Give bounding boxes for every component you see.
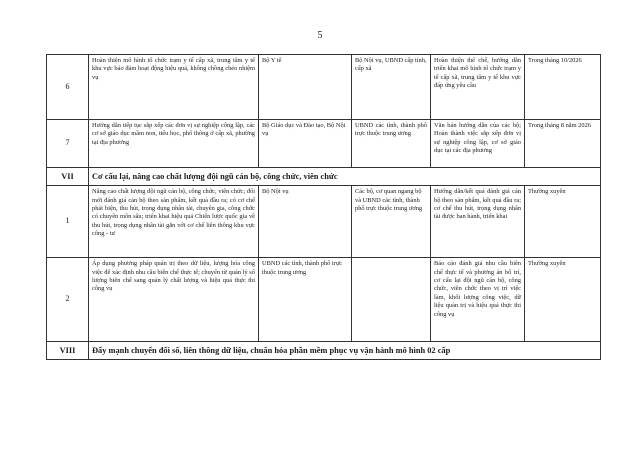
row-number: 6 <box>47 55 89 120</box>
deadline-cell: Thường xuyên <box>525 186 601 258</box>
deadline-cell: Trong tháng 10/2026 <box>525 55 601 120</box>
task-cell: Nâng cao chất lượng đội ngũ cán bộ, công chức, viên chức; đổi mới đánh giá cán bộ theo sản phẩm, kết quả đầu ra; có cơ chế phát hiện, thu hút, trọng dụng nhân tài, chuyên gia, công chức có chuyên môn sâu; triển khai hiệu quả Chiến lược quốc gia về thu hút, trọng dụng nhân tài gắn với cơ chế liên thông khu vực công - tư <box>89 186 259 258</box>
product-cell: Văn bản hướng dẫn của các bộ; Hoàn thành việc sắp xếp đơn vị sự nghiệp công lập, cơ sở giáo dục tại các địa phương <box>431 120 525 168</box>
section-title: Cơ cấu lại, nâng cao chất lượng đội ngũ cán bộ, công chức, viên chức <box>89 168 601 186</box>
coop-agency-cell <box>352 258 431 342</box>
deadline-cell: Trong tháng 8 năm 2026 <box>525 120 601 168</box>
coop-agency-cell: Các bộ, cơ quan ngang bộ và UBND các tỉnh, thành phố trực thuộc trung ương <box>352 186 431 258</box>
deadline-cell: Thường xuyên <box>525 258 601 342</box>
table-row <box>47 120 601 168</box>
section-number: VIII <box>47 342 89 360</box>
lead-agency-cell: Bộ Y tế <box>259 55 352 120</box>
product-cell: Hướng dẫn/kết quả đánh giá cán bộ theo sản phẩm, kết quả đầu ra; cơ chế thu hút, trọng dụng nhân tài được ban hành, triển khai <box>431 186 525 258</box>
table-row <box>47 55 601 120</box>
task-cell: Hoàn thiện mô hình tổ chức trạm y tế cấp xã, trung tâm y tế khu vực bảo đảm hoạt động hiệu quả, không chồng chéo nhiệm vụ <box>89 55 259 120</box>
coop-agency-cell: UBND các tỉnh, thành phố trực thuộc trung ương <box>352 120 431 168</box>
task-table <box>46 54 601 360</box>
row-number: 7 <box>47 120 89 168</box>
lead-agency-cell: Bộ Nội vụ <box>259 186 352 258</box>
row-number: 1 <box>47 186 89 258</box>
page-number: 5 <box>317 30 323 41</box>
coop-agency-cell: Bộ Nội vụ, UBND cấp tỉnh, cấp xã <box>352 55 431 120</box>
row-number: 2 <box>47 258 89 342</box>
task-cell: Hướng dẫn tiếp tục sắp xếp các đơn vị sự nghiệp công lập, các cơ sở giáo dục mầm non, tiểu học, phổ thông ở cấp xã, phường tại địa phương <box>89 120 259 168</box>
section-number: VII <box>47 168 89 186</box>
table-row <box>47 258 601 342</box>
section-header-row <box>47 168 601 186</box>
lead-agency-cell: UBND các tỉnh, thành phố trực thuộc trung ương <box>259 258 352 342</box>
table-row <box>47 186 601 258</box>
product-cell: Báo cáo đánh giá nhu cầu biên chế thực tế và phương án bố trí, cơ cấu lại đội ngũ cán bộ, công chức, viên chức theo vị trí việc làm, khối lượng công việc, dữ liệu quản trị và hiệu quả thực thi công vụ <box>431 258 525 342</box>
lead-agency-cell: Bộ Giáo dục và Đào tạo, Bộ Nội vụ <box>259 120 352 168</box>
section-header-row <box>47 342 601 360</box>
product-cell: Hoàn thiện thể chế, hướng dẫn triển khai mô hình tổ chức trạm y tế cấp xã, trung tâm y tế khu vực đáp ứng yêu cầu <box>431 55 525 120</box>
task-cell: Áp dụng phương pháp quản trị theo dữ liệu, lượng hóa công việc để xác định nhu cầu biên chế thực tế; chuyển từ quản lý số lượng biên chế sang quản lý chất lượng và hiệu quả thực thi công vụ <box>89 258 259 342</box>
section-title: Đẩy mạnh chuyển đổi số, liên thông dữ liệu, chuẩn hóa phần mềm phục vụ vận hành mô hình 02 cấp <box>89 342 601 360</box>
